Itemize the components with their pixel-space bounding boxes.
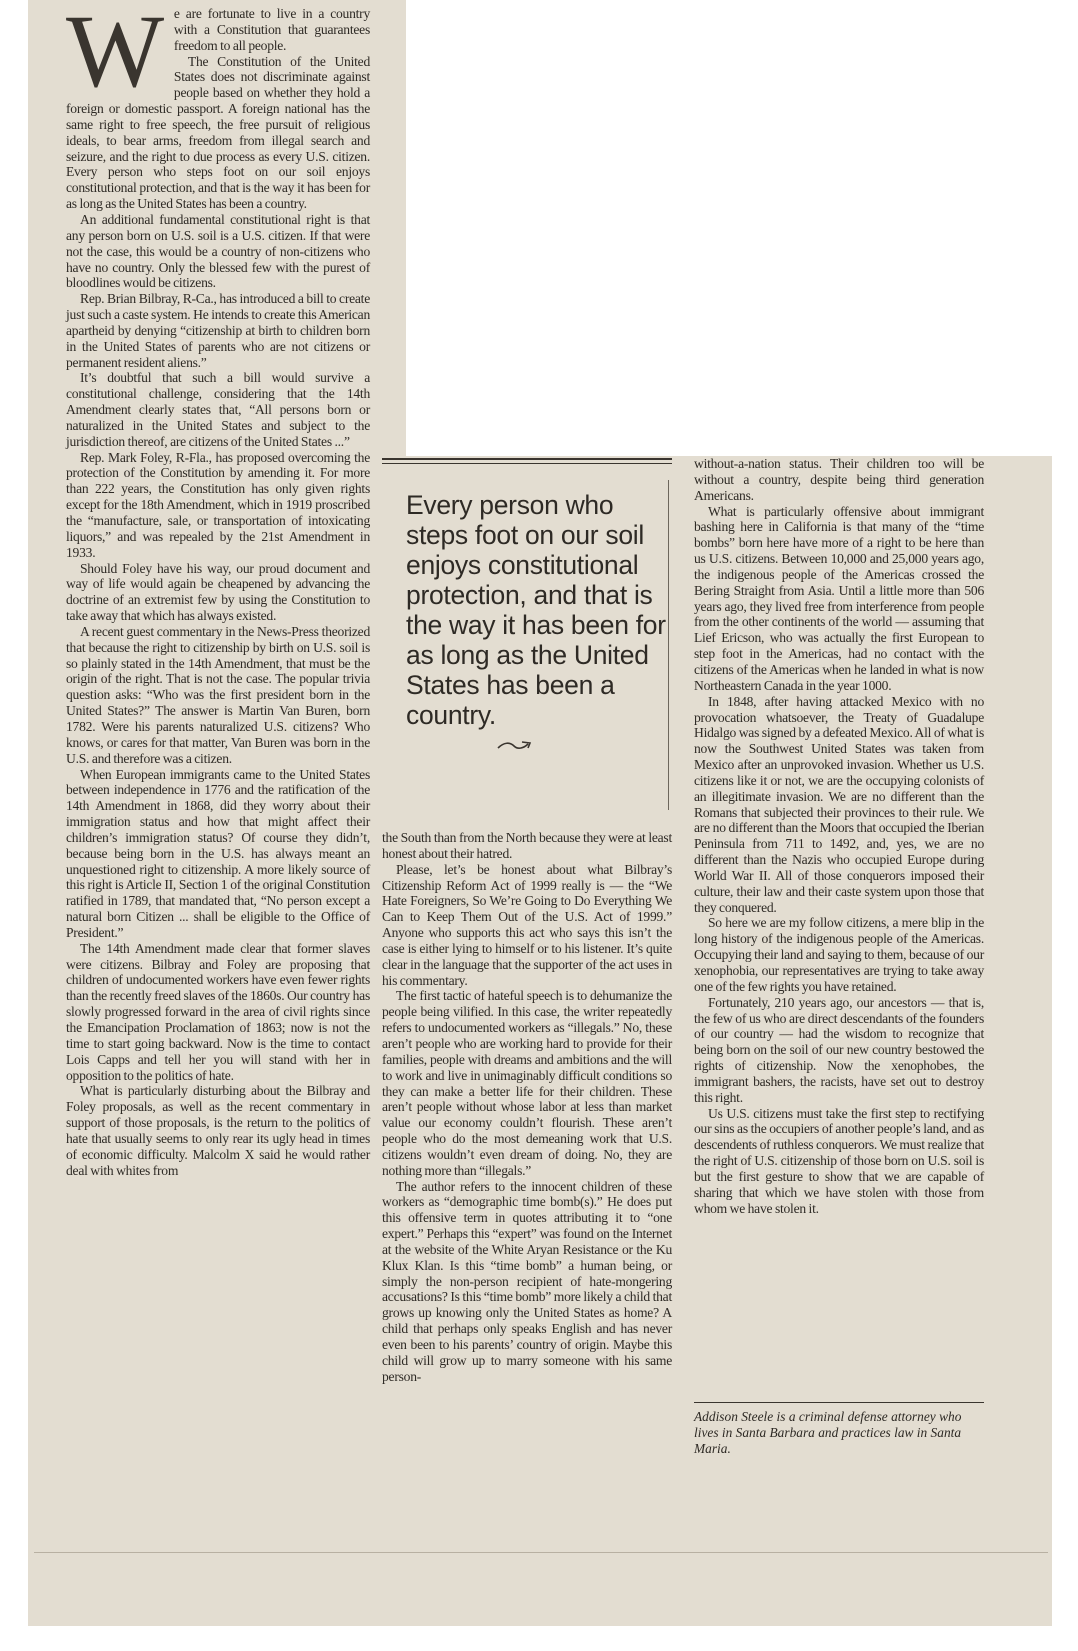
article-paragraph: In 1848, after having attacked Mexico with no provocation whatsoever, the Treaty of Guadalupe Hidalgo was signed by a defeated Mexico. All of what is now the Southwest United States was taken from Mexico after an unprovoked invasion. Whether us U.S. citizens like it or not, we are the occupying colonists of an illegitimate invasion. We are no different than the Romans that subjected their provinces to their rule. We are no different than the Moors that occupied the Iberian Peninsula from 711 to 1492, and, yes, we are no different than the Nazis who occupied Europe during World War II. All of those conquerors imposed their culture, their law and their caste system upon those that they conquered. xyxy=(694,693,984,915)
article-paragraph: The first tactic of hateful speech is to dehumanize the people being vilified. In this case, the writer repeatedly refers to undocumented workers as “illegals.” No, these aren’t people who are working hard to provide for their families, people with dreams and ambitions and the will to work and live in unimaginably difficult conditions so they can make a better life for their children. These aren’t people without whose labor at less than market value our economy couldn’t flourish. These aren’t people who do the most demeaning work that U.S. citizens wouldn’t even dream of doing. No, they are nothing more than “illegals.” xyxy=(382,988,672,1178)
article-paragraph: It’s doubtful that such a bill would survive a constitutional challenge, considering that the 14th Amendment clearly states that, “All persons born or naturalized in the United States and subject to the jurisdiction thereof, are citizens of the United States ...” xyxy=(66,370,370,449)
clipping-bottom-rule xyxy=(34,1552,1048,1553)
article-paragraph: So here we are my follow citizens, a mere blip in the long history of the indigenous people of the Americas. Occupying their land and saying to them, because of our xenophobia, our representatives are trying to take away one of the few rights you have retained. xyxy=(694,915,984,994)
lead-paragraph: e are fortunate to live in a country with a Constitution that guarantees freedom to all people. xyxy=(173,6,370,53)
article-paragraph: The author refers to the innocent children of these workers as “demographic time bomb(s).” He does put this offensive term in quotes attributing it to “one expert.” Perhaps this “expert” was found on the Internet at the website of the White Aryan Resistance or the Ku Klux Klan. Is this “time bomb” a human being, or simply the non-person recipient of hate-mongering accusations? Is this “time bomb” more likely a child that grows up knowing only the United States as home? A child that perhaps only speaks English and has never even been to his parents’ country of origin. Maybe this child will grow up to marry someone with his same person- xyxy=(382,1178,672,1384)
article-paragraph: without-a-nation status. Their children too will be without a country, despite being third generation Americans. xyxy=(694,456,984,503)
article-paragraph: Please, let’s be honest about what Bilbray’s Citizenship Reform Act of 1999 really is — the “We Hate Foreigners, So We’re Going to Do Everything We Can to Keep Them Out of the U.S. Act of 1999.” Anyone who supports this act who says this isn’t the case is either lying to himself or to his listener. It’s quite clear in the language that the supporter of the act uses in his commentary. xyxy=(382,861,672,988)
article-paragraph: Rep. Brian Bilbray, R-Ca., has introduced a bill to create just such a caste system. He intends to create this American apartheid by denying “citizenship at birth to children born in the United States of parents who are not citizens or permanent resident aliens.” xyxy=(66,291,370,370)
article-paragraph: Should Foley have his way, our proud document and way of life would again be cheapened by advancing the doctrine of an extremist few by using the Constitution to take away that which has always existed. xyxy=(66,560,370,624)
pull-quote: Every person who steps foot on our soil enjoys constitutional protection, and that is the way it has been for as long as the United States has been a country. xyxy=(406,490,666,730)
article-paragraph: The Constitution of the United States does not discriminate against people based on whether they hold a foreign or domestic passport. A foreign national has the same right to free speech, the free pursuit of religious ideals, to bear arms, freedom from illegal search and seizure, and the right to due process as every U.S. citizen. Every person who steps foot on our soil enjoys constitutional protection, and that is the way it has been for as long as the United States has been a country. xyxy=(66,53,370,212)
article-column-3 xyxy=(694,456,984,1217)
article-column-1 xyxy=(66,0,370,1178)
column-1-body xyxy=(66,54,370,1179)
article-paragraph: What is particularly offensive about immigrant bashing here in California is that many of the “time bombs” born here have more of a right to be here than us U.S. citizens. Between 10,000 and 25,000 years ago, the indigenous people of the Americas crossed the Bering Straight from Asia. Until a little more than 506 years ago, they lived free from interference from people from the other continents of the world — assuming that Lief Ericson, who was actually the first European to step foot in the Americas, had no contact with the citizens of the Americas when he landed in what is now Northeastern Canada in the year 1000. xyxy=(694,503,984,693)
article-paragraph: When European immigrants came to the United States between independence in 1776 and the ratification of the 14th Amendment in 1868, did they worry about their immigration status and how that might affect their children’s immigration status? Of course they didn’t, because being born in the U.S. has always meant an unquestioned right to citizenship. A more likely source of this right is Article II, Section 1 of the original Constitution ratified in 1789, that mandated that, “No person except a natural born Citizen ... shall be eligible to the Office of President.” xyxy=(66,766,370,940)
pull-quote-top-rule xyxy=(382,458,672,464)
article-paragraph: A recent guest commentary in the News-Press theorized that because the right to citizenship by birth on U.S. soil is so plainly stated in the 14th Amendment, that must be the origin of the right. That is not the case. The popular trivia question asks: “Who was the first president born in the United States?” The answer is Martin Van Buren, born 1782. Were his parents naturalized U.S. citizens? Who knows, or cares for that matter, Van Buren was born in the U.S. and therefore was a citizen. xyxy=(66,623,370,766)
signature-mark-icon xyxy=(494,736,534,756)
drop-cap: W xyxy=(66,0,164,109)
pull-quote-side-rule xyxy=(668,480,669,810)
article-paragraph: Us U.S. citizens must take the first step to rectifying our sins as the occupiers of another people’s land, and as descendents of ruthless conquerors. We must realize that the right of U.S. citizenship of those born on U.S. soil is but the first gesture to show that we are capable of sharing that which we have stolen with those from whom we have stolen it. xyxy=(694,1105,984,1216)
article-paragraph: Rep. Mark Foley, R-Fla., has proposed overcoming the protection of the Constitution by amending it. For more than 222 years, the Constitution has only given rights except for the 18th Amendment, which in 1919 proscribed the “manufacture, sale, or transportation of intoxicating liquors,” and was repealed by the 21st Amendment in 1933. xyxy=(66,449,370,560)
article-paragraph: An additional fundamental constitutional right is that any person born on U.S. soil is a U.S. citizen. If that were not the case, this would be a country of non-citizens who have no country. Only the blessed few with the purest of bloodlines would be citizens. xyxy=(66,211,370,291)
article-column-2 xyxy=(382,830,672,1385)
article-paragraph: the South than from the North because they were at least honest about their hatred. xyxy=(382,830,672,861)
author-byline: Addison Steele is a criminal defense attorney who lives in Santa Barbara and practices law in Santa Maria. xyxy=(694,1402,984,1457)
article-paragraph: What is particularly disturbing about the Bilbray and Foley proposals, as well as the recent commentary in support of those proposals, is the return to the politics of hate that usually seems to only rear its ugly head in times of economic difficulty. Malcolm X said he would rather deal with whites from xyxy=(66,1083,370,1178)
article-paragraph: Fortunately, 210 years ago, our ancestors — that is, the few of us who are direct descendants of the founders of our country — had the wisdom to recognize that being born on the soil of our new country bestowed the rights of citizenship. Now the xenophobes, the immigrant bashers, the racists, have set out to destroy this right. xyxy=(694,994,984,1105)
article-paragraph: The 14th Amendment made clear that former slaves were citizens. Bilbray and Foley are proposing that children of undocumented workers have even fewer rights than the recently freed slaves of the 1860s. Our country has slowly progressed forward in the area of civil rights since the Emancipation Proclamation of 1863; now is not the time to start going backward. Now is the time to contact Lois Capps and tell her you will stand with her in opposition to the politics of hate. xyxy=(66,940,370,1083)
